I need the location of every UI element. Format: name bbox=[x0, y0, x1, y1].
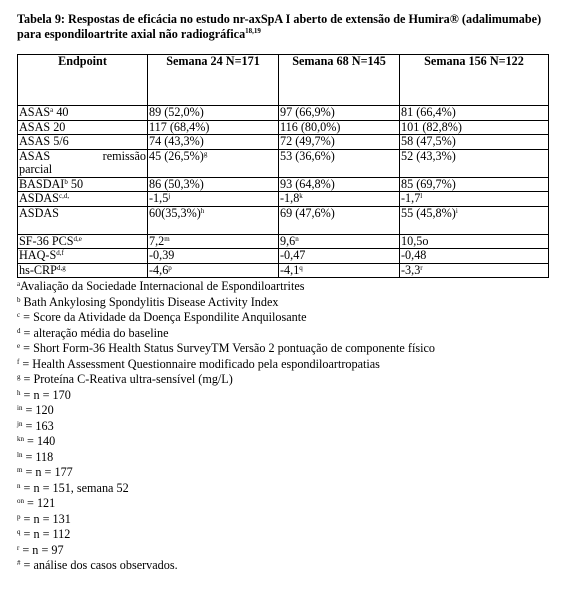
footnote bbox=[17, 558, 552, 574]
cell-week-156 bbox=[400, 249, 549, 264]
cell-value: 69 (47,6%) bbox=[280, 205, 335, 220]
table-header-row bbox=[18, 55, 549, 106]
table-title-sup: 18,19 bbox=[245, 27, 261, 35]
footnote-mark: m bbox=[17, 466, 23, 474]
footnote bbox=[17, 326, 552, 342]
table-body bbox=[18, 106, 549, 278]
cell-sup: k bbox=[299, 192, 303, 200]
cell-week-24 bbox=[148, 249, 279, 264]
cell-value: 85 (69,7%) bbox=[401, 176, 456, 191]
cell-week-156 bbox=[400, 263, 549, 278]
footnote-text: = n = 97 bbox=[19, 542, 64, 557]
footnote bbox=[17, 388, 552, 404]
cell-value: 116 (80,0%) bbox=[280, 119, 341, 134]
table-row bbox=[18, 149, 549, 177]
table-row bbox=[18, 192, 549, 207]
efficacy-table bbox=[17, 54, 549, 278]
endpoint-word-2: remissão bbox=[102, 148, 146, 163]
cell-week-156 bbox=[400, 135, 549, 150]
cell-value: -4,6 bbox=[149, 262, 169, 277]
cell-week-24 bbox=[148, 135, 279, 150]
cell-endpoint bbox=[18, 234, 148, 249]
footnote-mark: n bbox=[17, 481, 21, 490]
cell-week-156 bbox=[400, 192, 549, 207]
cell-sup: r bbox=[420, 263, 423, 272]
footnote-mark: a bbox=[17, 280, 21, 288]
cell-week-68 bbox=[279, 263, 400, 278]
table-row bbox=[18, 177, 549, 192]
cell-week-156 bbox=[400, 149, 549, 177]
cell-week-24 bbox=[148, 234, 279, 249]
footnote-mark: h bbox=[17, 388, 21, 397]
footnote-mark: r bbox=[17, 543, 20, 552]
footnote-mark: e bbox=[17, 342, 21, 350]
cell-value: -0,48 bbox=[401, 248, 427, 262]
cell-value: 93 (64,8%) bbox=[280, 176, 335, 191]
cell-value: 7,2 bbox=[149, 233, 165, 248]
footnote-mark: d bbox=[17, 326, 21, 335]
table-title-text: Tabela 9: Respostas de eficácia no estudo nr-axSpA I aberto de extensão de Humira® (adalimumabe) para espondiloartrite axial não radiográfica bbox=[17, 12, 542, 41]
cell-value: 52 (43,3%) bbox=[401, 148, 456, 163]
cell-value: 97 (66,9%) bbox=[280, 105, 335, 119]
cell-sup: q bbox=[299, 263, 303, 272]
endpoint-sup: d,g bbox=[56, 263, 66, 272]
cell-week-24 bbox=[148, 192, 279, 207]
cell-week-68 bbox=[279, 120, 400, 135]
cell-value: 55 (45,8%) bbox=[401, 205, 456, 220]
cell-endpoint bbox=[18, 263, 148, 278]
footnote-text: Avaliação da Sociedade Internacional de Espondiloartrites bbox=[20, 279, 305, 293]
endpoint-rest: 50 bbox=[67, 176, 84, 191]
endpoint-label: ASAS 20 bbox=[19, 119, 66, 134]
cell-value: -3,3 bbox=[401, 262, 421, 277]
cell-sup: g bbox=[203, 149, 208, 158]
endpoint-label: ASAS bbox=[19, 105, 51, 119]
cell-week-156 bbox=[400, 206, 549, 234]
footnote bbox=[17, 465, 552, 481]
footnote bbox=[17, 543, 552, 559]
cell-endpoint bbox=[18, 149, 148, 177]
footnote-text: = Short Form-36 Health Status SurveyTM Versão 2 pontuação de componente físico bbox=[20, 341, 435, 355]
footnote-text: = 140 bbox=[24, 434, 56, 448]
cell-sup: j bbox=[168, 192, 171, 200]
cell-value: 81 (66,4%) bbox=[401, 105, 456, 119]
footnote bbox=[17, 434, 552, 450]
cell-week-156 bbox=[400, 177, 549, 192]
footnote-text: = Proteína C-Reativa ultra-sensível (mg/L) bbox=[20, 372, 233, 386]
cell-value: 45 (26,5%) bbox=[149, 148, 204, 163]
footnote-text: = 121 bbox=[24, 496, 56, 510]
footnote-text: = 163 bbox=[22, 418, 54, 433]
cell-value: -1,5 bbox=[149, 191, 169, 205]
footnote bbox=[17, 450, 552, 466]
document-page bbox=[17, 12, 552, 574]
header-week-24: Semana 24 N=171 bbox=[148, 55, 279, 106]
footnote bbox=[17, 310, 552, 326]
cell-week-68 bbox=[279, 192, 400, 207]
table-row bbox=[18, 234, 549, 249]
cell-value: -0,39 bbox=[149, 248, 175, 262]
cell-week-68 bbox=[279, 206, 400, 234]
cell-week-24 bbox=[148, 206, 279, 234]
footnote-mark: c bbox=[17, 311, 21, 319]
header-week-156: Semana 156 N=122 bbox=[400, 55, 549, 106]
footnote-text: = Health Assessment Questionnaire modificado pela espondiloartropatias bbox=[19, 356, 380, 371]
cell-sup: h bbox=[200, 206, 205, 215]
endpoint-sup: a bbox=[50, 106, 54, 114]
cell-sup: n bbox=[295, 234, 299, 243]
cell-endpoint bbox=[18, 177, 148, 192]
table-row bbox=[18, 263, 549, 278]
footnote bbox=[17, 481, 552, 497]
footnote-mark: in bbox=[17, 404, 23, 412]
footnote bbox=[17, 295, 552, 311]
footnote-mark: jn bbox=[17, 419, 23, 428]
cell-week-68 bbox=[279, 135, 400, 150]
footnote-text: = análise dos casos observados. bbox=[20, 558, 178, 572]
endpoint-rest: 40 bbox=[53, 105, 69, 119]
cell-week-68 bbox=[279, 249, 400, 264]
footnote-mark: p bbox=[17, 512, 21, 521]
table-title bbox=[17, 12, 552, 42]
cell-week-156 bbox=[400, 234, 549, 249]
footnote bbox=[17, 372, 552, 388]
footnote bbox=[17, 527, 552, 543]
cell-value: 53 (36,6%) bbox=[280, 148, 335, 163]
table-row bbox=[18, 206, 549, 234]
table-row bbox=[18, 106, 549, 121]
footnote-text: = n = 112 bbox=[20, 527, 71, 541]
cell-endpoint bbox=[18, 120, 148, 135]
endpoint-label: hs-CRP bbox=[19, 262, 57, 277]
cell-week-68 bbox=[279, 149, 400, 177]
footnote-text: = 120 bbox=[22, 403, 54, 417]
cell-value: 60(35,3%) bbox=[149, 205, 201, 220]
cell-value: 58 (47,5%) bbox=[401, 134, 456, 148]
endpoint-label: HAQ-S bbox=[19, 248, 57, 262]
cell-week-156 bbox=[400, 106, 549, 121]
cell-value: 86 (50,3%) bbox=[149, 176, 204, 191]
cell-week-156 bbox=[400, 120, 549, 135]
footnote bbox=[17, 357, 552, 373]
cell-value: 117 (68,4%) bbox=[149, 119, 210, 134]
footnote-mark: ln bbox=[17, 450, 23, 459]
footnote bbox=[17, 279, 552, 295]
header-endpoint: Endpoint bbox=[18, 55, 148, 106]
cell-sup: m bbox=[164, 234, 170, 243]
footnote-mark: # bbox=[17, 559, 21, 567]
footnote bbox=[17, 512, 552, 528]
cell-value: -0,47 bbox=[280, 248, 306, 262]
footnote-mark: f bbox=[17, 357, 20, 366]
footnote-text: = Score da Atividade da Doença Espondilite Anquilosante bbox=[20, 310, 307, 324]
cell-endpoint bbox=[18, 192, 148, 207]
endpoint-label: ASDAS bbox=[19, 191, 59, 205]
cell-endpoint bbox=[18, 249, 148, 264]
table-row bbox=[18, 249, 549, 264]
footnote-mark: g bbox=[17, 373, 21, 381]
footnote-text: = n = 151, semana 52 bbox=[20, 480, 129, 495]
cell-endpoint bbox=[18, 106, 148, 121]
endpoint-word-3: parcial bbox=[19, 162, 53, 176]
cell-week-24 bbox=[148, 149, 279, 177]
footnote bbox=[17, 403, 552, 419]
footnote-mark: on bbox=[17, 497, 24, 505]
endpoint-label: ASDAS bbox=[19, 205, 59, 220]
cell-week-68 bbox=[279, 234, 400, 249]
endpoint-label: SF-36 PCS bbox=[19, 233, 74, 248]
footnote-mark: q bbox=[17, 528, 21, 536]
endpoint-sup: d,f bbox=[56, 249, 64, 257]
table-row bbox=[18, 120, 549, 135]
footnote-text: = 118 bbox=[22, 449, 54, 464]
cell-value: 9,6 bbox=[280, 233, 296, 248]
cell-value: -1,8 bbox=[280, 191, 300, 205]
endpoint-sup: b bbox=[64, 177, 68, 186]
footnote bbox=[17, 419, 552, 435]
cell-endpoint bbox=[18, 135, 148, 150]
cell-value: -4,1 bbox=[280, 262, 300, 277]
cell-week-24 bbox=[148, 120, 279, 135]
cell-sup: l bbox=[420, 192, 423, 200]
endpoint-sup: d,e bbox=[73, 234, 82, 243]
endpoint-label: BASDAI bbox=[19, 176, 65, 191]
cell-week-24 bbox=[148, 106, 279, 121]
cell-sup: i bbox=[455, 206, 458, 215]
endpoint-sup: c,d, bbox=[58, 192, 70, 200]
cell-value: -1,7 bbox=[401, 191, 421, 205]
footnote-mark: b bbox=[17, 295, 21, 304]
cell-value: 89 (52,0%) bbox=[149, 105, 204, 119]
cell-value: 72 (49,7%) bbox=[280, 134, 335, 148]
cell-week-24 bbox=[148, 177, 279, 192]
cell-week-24 bbox=[148, 263, 279, 278]
cell-value: 74 (43,3%) bbox=[149, 134, 204, 148]
endpoint-word-1: ASAS bbox=[19, 148, 51, 163]
footnote-text: Bath Ankylosing Spondylitis Disease Activity Index bbox=[20, 294, 279, 309]
cell-week-68 bbox=[279, 177, 400, 192]
cell-week-68 bbox=[279, 106, 400, 121]
cell-endpoint bbox=[18, 206, 148, 234]
footnote-text: = alteração média do baseline bbox=[20, 325, 169, 340]
endpoint-label: ASAS 5/6 bbox=[19, 134, 69, 148]
header-week-68: Semana 68 N=145 bbox=[279, 55, 400, 106]
footnote-mark: kn bbox=[17, 435, 24, 443]
footnotes bbox=[17, 279, 552, 574]
cell-value: 101 (82,8%) bbox=[401, 119, 462, 134]
cell-value: 10,5o bbox=[401, 233, 429, 248]
footnote-text: = n = 170 bbox=[20, 387, 71, 402]
table-row bbox=[18, 135, 549, 150]
footnote-text: = n = 177 bbox=[22, 465, 73, 479]
footnote bbox=[17, 341, 552, 357]
footnote-text: = n = 131 bbox=[20, 511, 71, 526]
cell-sup: p bbox=[168, 263, 172, 272]
footnote bbox=[17, 496, 552, 512]
